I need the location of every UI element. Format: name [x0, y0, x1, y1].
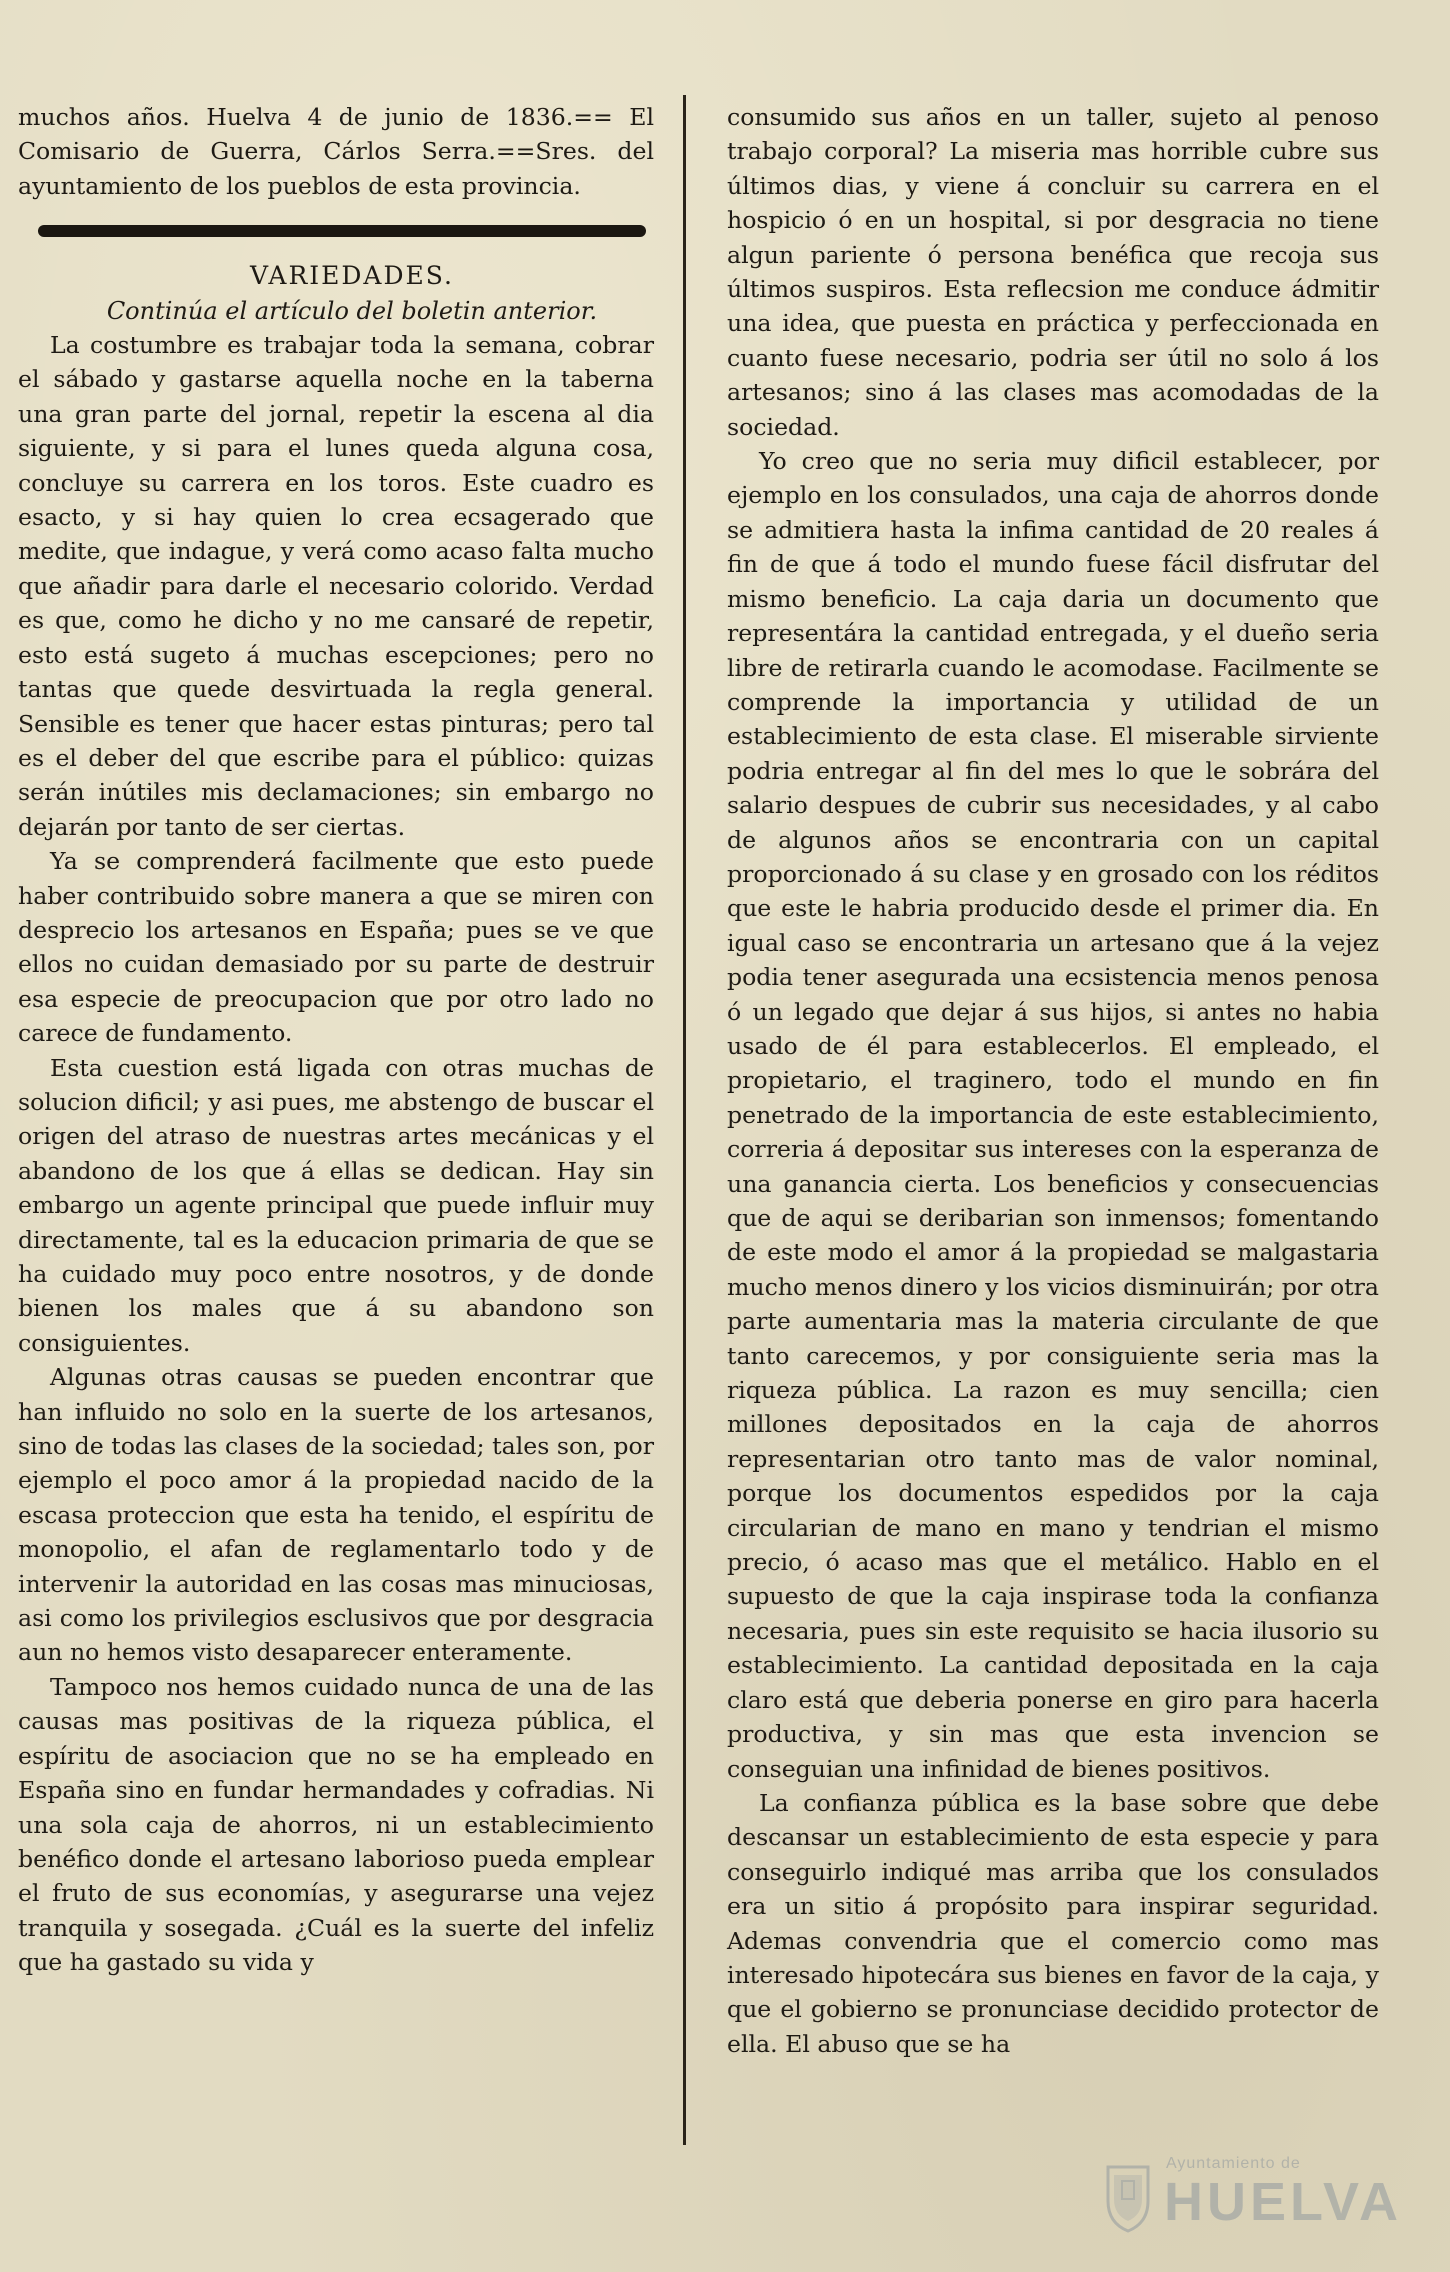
archive-watermark	[1064, 2155, 1402, 2245]
paragraph: Yo creo que no seria muy dificil establecer, por ejemplo en los consulados, una caja de ahorros donde se admitiera hasta la infima cantidad de 20 reales á fin de que á todo el mundo fuese fácil disfrutar del mismo beneficio. La caja daria un documento que representára la cantidad entregada, y el dueño seria libre de retirarla cuando le acomodase. Facilmente se comprende la importancia y utilidad de un establecimiento de esta clase. El miserable sirviente podria entregar al fin del mes lo que le sobrára del salario despues de cubrir sus necesidades, y al cabo de algunos años se encontraria con un capital proporcionado á su clase y en grosado con los réditos que este le habria producido desde el primer dia. En igual caso se encontraria un artesano que á la vejez podia tener asegurada una ecsistencia menos penosa ó un legado que dejar á sus hijos, si antes no habia usado de él para establecerlos. El empleado, el propietario, el traginero, todo el mundo en fin penetrado de la importancia de este establecimiento, correria á depositar sus intereses con la esperanza de una ganancia cierta. Los beneficios y consecuencias que de aqui se deribarian son inmensos; fomentando de este modo el amor á la propiedad se malgastaria mucho menos dinero y los vicios disminuirán; por otra parte aumentaria mas la materia circulante de que tanto carecemos, y por consiguiente seria mas la riqueza pública. La razon es muy sencilla; cien millones depositados en la caja de ahorros representarian otro tanto mas de valor nominal, porque los documentos espedidos por la caja circularian de mano en mano y tendrian el mismo precio, ó acaso mas que el metálico. Hablo en el supuesto de que la caja inspirase toda la confianza necesaria, pues sin este requisito se hacia ilusorio su establecimiento. La cantidad depositada en la caja claro está que deberia ponerse en giro para hacerla productiva, y sin mas que esta invencion se conseguian una infinidad de bienes positivos.	[727, 447, 1379, 1783]
paragraph: La costumbre es trabajar toda la semana, cobrar el sábado y gastarse aquella noche en la taberna una gran parte del jornal, repetir la escena al dia siguiente, y si para el lunes queda alguna cosa, concluye su carrera en los toros. Este cuadro es esacto, y si hay quien lo crea ecsagerado que medite, que indague, y verá como acaso falta mucho que añadir para darle el necesario colorido. Verdad es que, como he dicho y no me cansaré de repetir, esto está sugeto á muchas escepciones; pero no tantas que quede desvirtuada la regla general. Sensible es tener que hacer estas pinturas; pero tal es el deber del que escribe para el público: quizas serán inútiles mis declamaciones; sin embargo no dejarán por tanto de ser ciertas.	[18, 331, 654, 841]
section-subtitle: Continúa el artículo del boletin anterior.	[106, 296, 598, 325]
left-column	[18, 100, 654, 1980]
closing-notice: muchos años. Huelva 4 de junio de 1836.== El Comisario de Guerra, Cárlos Serra.==Sres. del ayuntamiento de los pueblos de esta provincia.	[18, 103, 654, 200]
watermark-line1: Ayuntamiento de	[1166, 2155, 1301, 2172]
right-column	[727, 100, 1379, 2061]
city-crest-icon	[1104, 2161, 1152, 2233]
section-title: VARIEDADES.	[250, 261, 454, 291]
section-divider	[38, 225, 646, 237]
paragraph: Algunas otras causas se pueden encontrar que han influido no solo en la suerte de los artesanos, sino de todas las clases de la sociedad; tales son, por ejemplo el poco amor á la propiedad nacido de la escasa proteccion que esta ha tenido, el espíritu de monopolio, el afan de reglamentarlo todo y de intervenir la autoridad en las cosas mas minuciosas, asi como los privilegios esclusivos que por desgracia aun no hemos visto desaparecer enteramente.	[18, 1363, 654, 1667]
column-divider	[683, 95, 686, 2145]
paragraph: La confianza pública es la base sobre que debe descansar un establecimiento de esta especie y para conseguirlo indiqué mas arriba que los consulados era un sitio á propósito para inspirar seguridad. Ademas convendria que el comercio como mas interesado hipotecára sus bienes en favor de la caja, y que el gobierno se pronunciase decidido protector de ella. El abuso que se ha	[727, 1788, 1379, 2058]
paragraph: Esta cuestion está ligada con otras muchas de solucion dificil; y asi pues, me abstengo de buscar el origen del atraso de nuestras artes mecánicas y el abandono de los que á ellas se dedican. Hay sin embargo un agente principal que puede influir muy directamente, tal es la educacion primaria de que se ha cuidado muy poco entre nosotros, y de donde bienen los males que á su abandono son consiguientes.	[18, 1053, 654, 1357]
paragraph: consumido sus años en un taller, sujeto al penoso trabajo corporal? La miseria mas horrible cubre sus últimos dias, y viene á concluir su carrera en el hospicio ó en un hospital, si por desgracia no tiene algun pariente ó persona benéfica que recoja sus últimos suspiros. Esta reflecsion me conduce ádmitir una idea, que puesta en práctica y perfeccionada en cuanto fuese necesario, podria ser útil no solo á los artesanos; sino á las clases mas acomodadas de la sociedad.	[727, 103, 1379, 441]
watermark-line2: HUELVA	[1164, 2172, 1402, 2232]
paragraph: Ya se comprenderá facilmente que esto puede haber contribuido sobre manera a que se miren con desprecio los artesanos en España; pues se ve que ellos no cuidan demasiado por su parte de destruir esa especie de preocupacion que por otro lado no carece de fundamento.	[18, 847, 654, 1048]
paragraph: Tampoco nos hemos cuidado nunca de una de las causas mas positivas de la riqueza pública, el espíritu de asociacion que no se ha empleado en España sino en fundar hermandades y cofradias. Ni una sola caja de ahorros, ni un establecimiento benéfico donde el artesano laborioso pueda emplear el fruto de sus economías, y asegurarse una vejez tranquila y sosegada. ¿Cuál es la suerte del infeliz que ha gastado su vida y	[18, 1672, 654, 1977]
